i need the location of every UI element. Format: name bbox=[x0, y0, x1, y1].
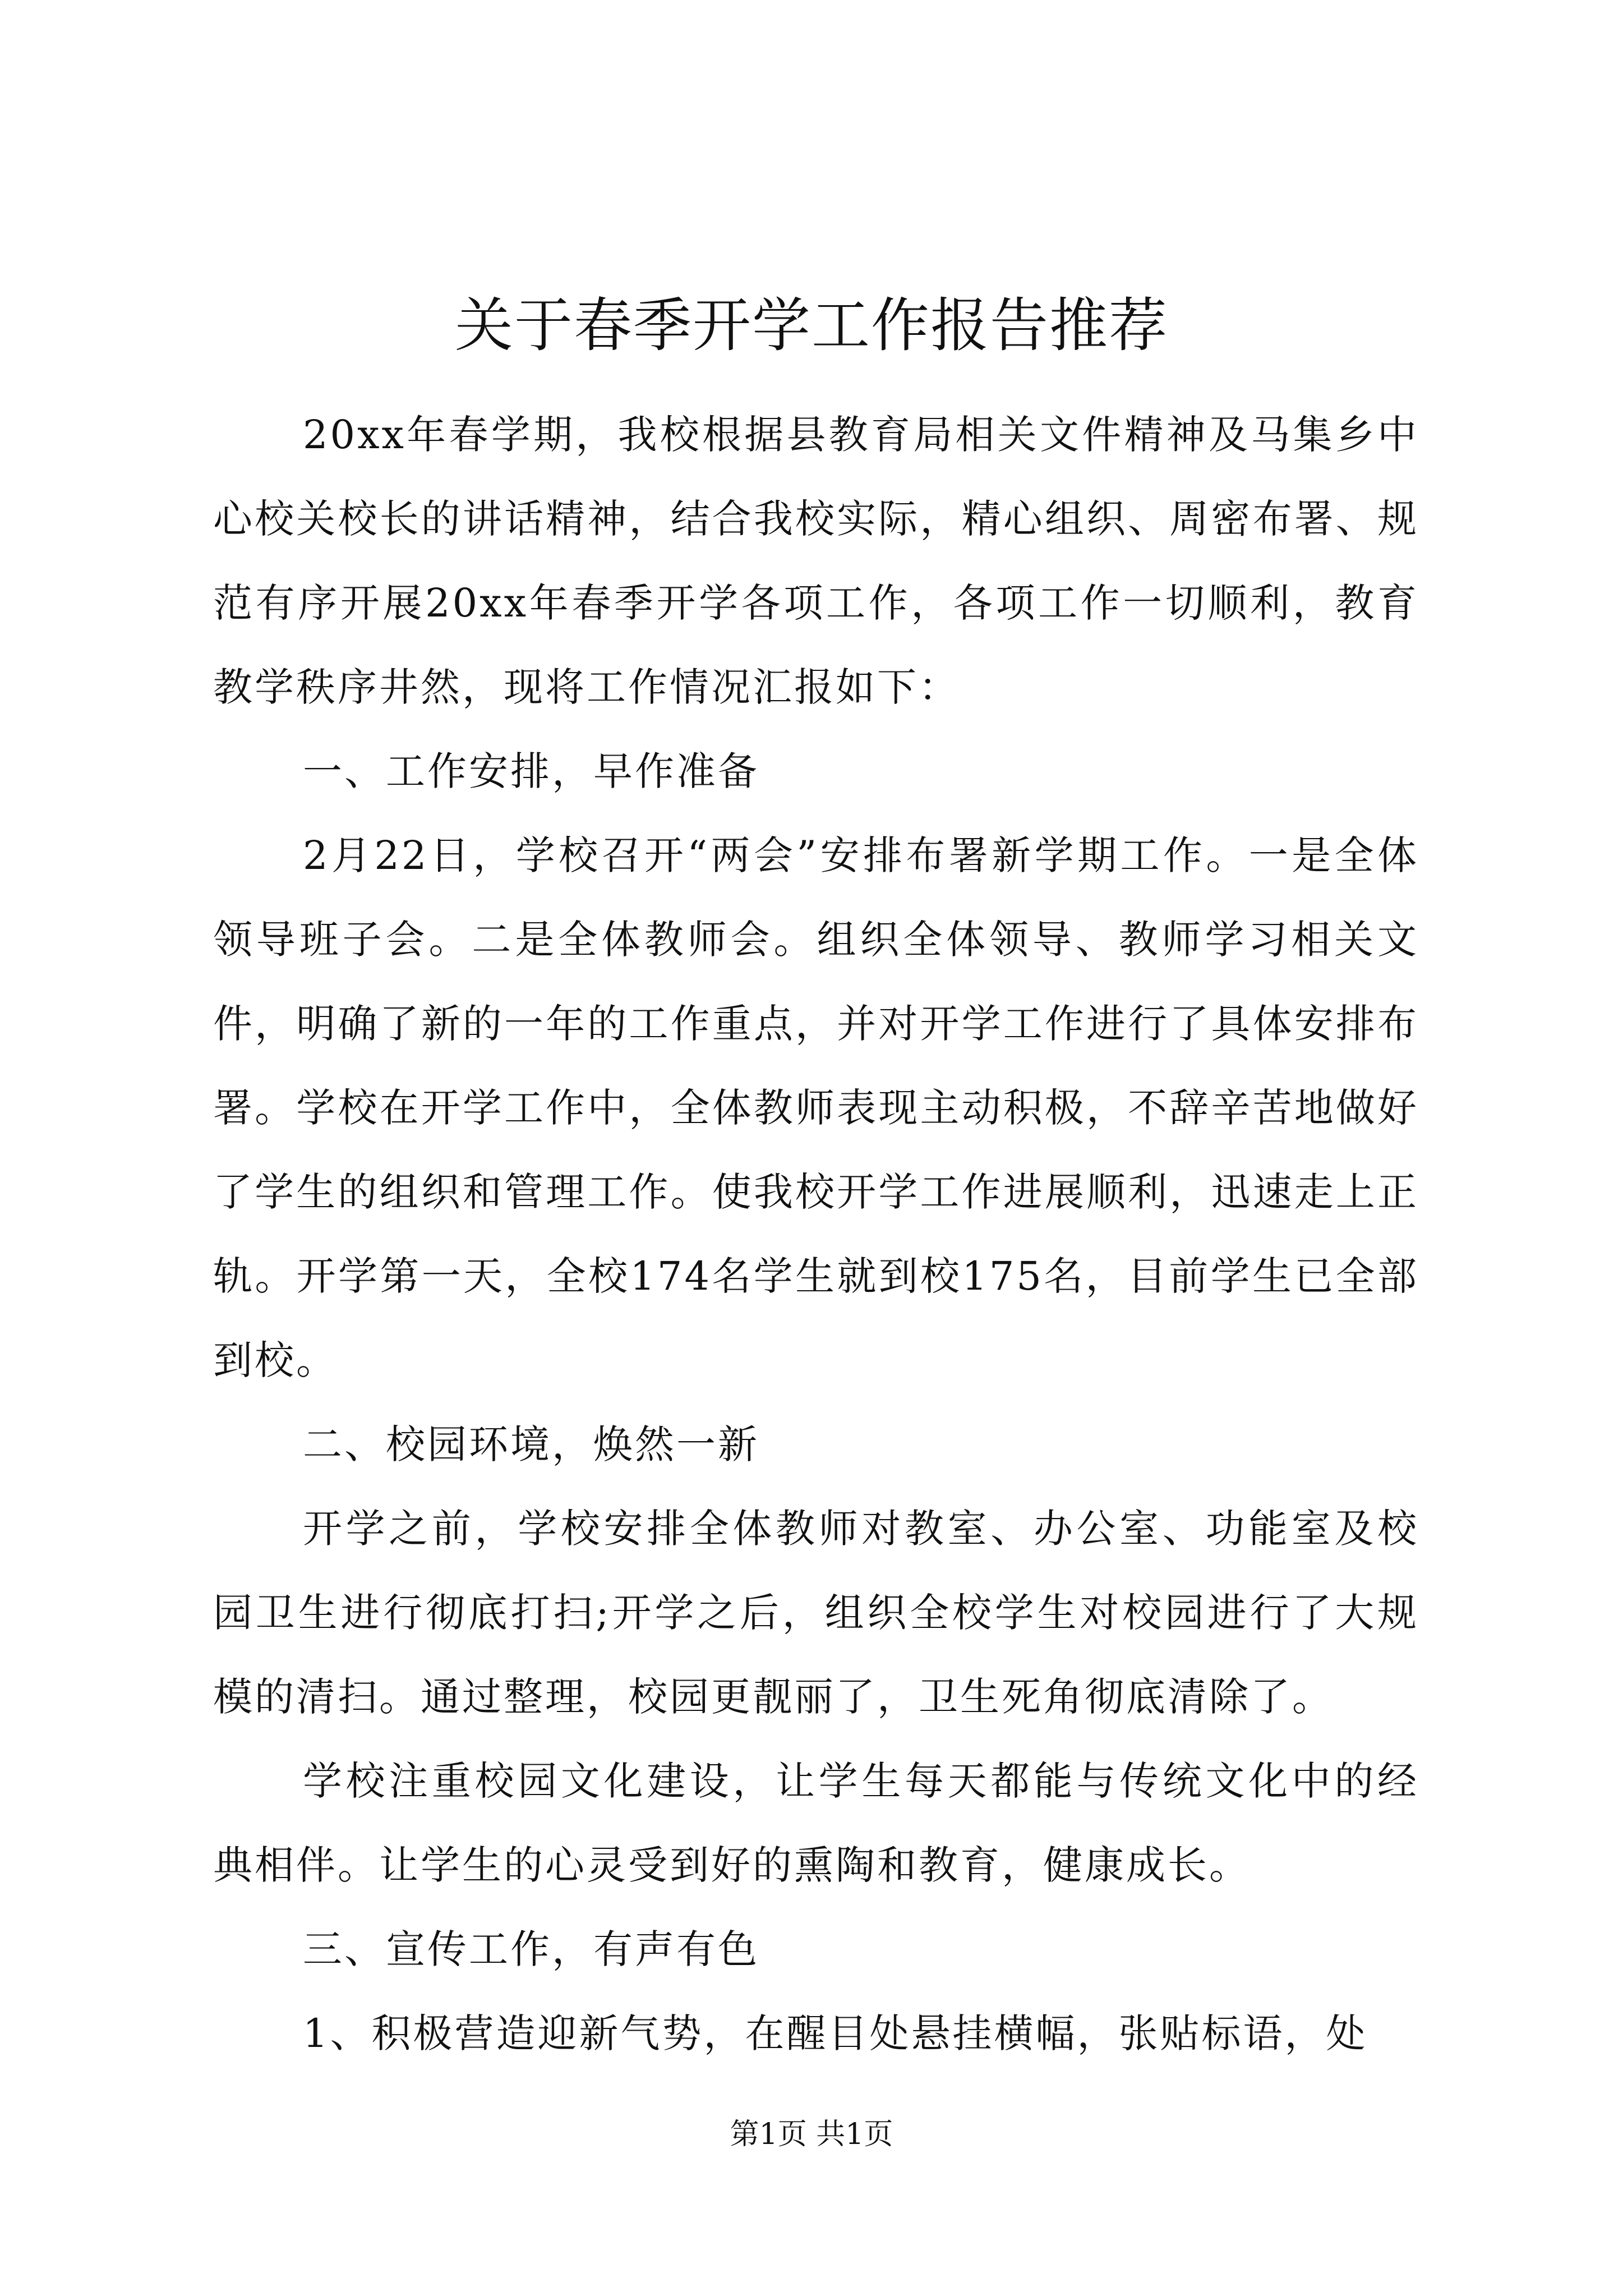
section-heading-2: 二、校园环境，焕然一新 bbox=[303, 1421, 759, 1467]
page-footer: 第1页 共1页 bbox=[730, 2118, 893, 2151]
paragraph-intro: 20xx年春学期，我校根据县教育局相关文件精神及马集乡中心校关校长的讲话精神，结合我校实际，精心组织、周密布署、规范有序开展20xx年春季开学各项工作，各项工作一切顺利，教育教学秩序井然，现将工作情况汇报如下： bbox=[213, 412, 1419, 710]
paragraph-section-2b: 学校注重校园文化建设，让学生每天都能与传统文化中的经典相伴。让学生的心灵受到好的熏陶和教育，健康成长。 bbox=[213, 1758, 1419, 1888]
paragraph-section-3: 1、积极营造迎新气势，在醒目处悬挂横幅，张贴标语，处 bbox=[303, 2010, 1368, 2056]
section-heading-3: 三、宣传工作，有声有色 bbox=[303, 1926, 759, 1972]
document-title: 关于春季开学工作报告推荐 bbox=[454, 291, 1168, 360]
paragraph-section-1: 2月22日，学校召开“两会”安排布署新学期工作。一是全体领导班子会。二是全体教师会。组织全体领导、教师学习相关文件，明确了新的一年的工作重点，并对开学工作进行了具体安排布署。学校在开学工作中，全体教师表现主动积极，不辞辛苦地做好了学生的组织和管理工作。使我校开学工作进展顺利，迅速走上正轨。开学第一天，全校174名学生就到校175名，目前学生已全部到校。 bbox=[213, 832, 1419, 1383]
section-heading-1: 一、工作安排，早作准备 bbox=[303, 748, 759, 794]
document-body bbox=[213, 393, 1419, 2076]
paragraph-section-2a: 开学之前，学校安排全体教师对教室、办公室、功能室及校园卫生进行彻底打扫;开学之后，组织全校学生对校园进行了大规模的清扫。通过整理，校园更靓丽了，卫生死角彻底清除了。 bbox=[213, 1506, 1419, 1720]
